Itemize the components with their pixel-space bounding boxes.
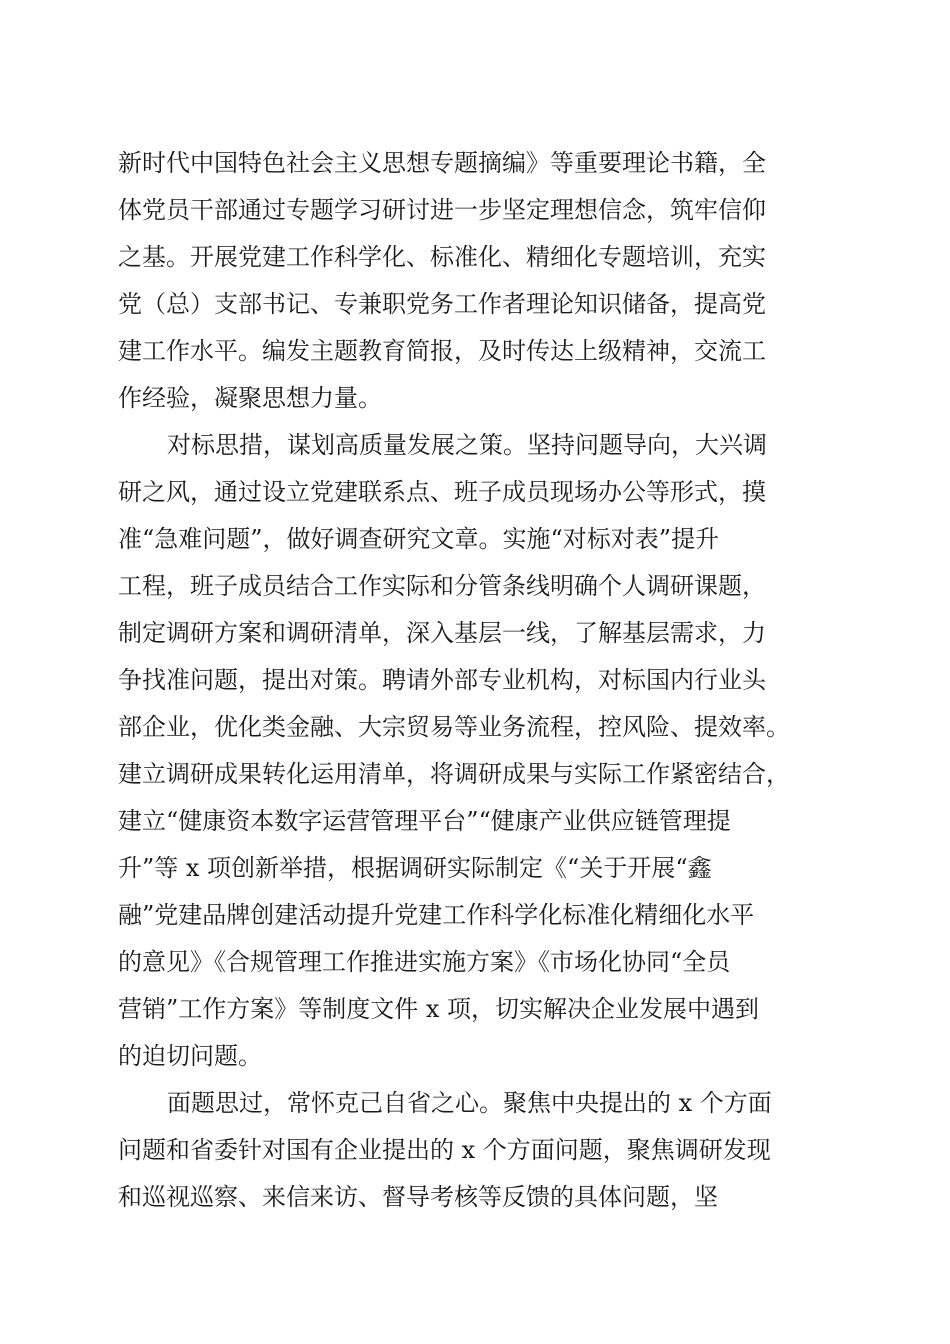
text-line: 的意见》《合规管理工作推进实施方案》《市场化协同“全员 — [118, 948, 731, 976]
text-line: 和巡视巡察、来信来访、督导考核等反馈的具体问题，坚 — [118, 1183, 718, 1211]
paragraph-first-line: 对标思措，谋划高质量发展之策。坚持问题导向，大兴调 — [167, 431, 767, 459]
text-line: 之基。开展党建工作科学化、标准化、精细化专题培训，充实 — [118, 243, 766, 271]
text-line: 建工作水平。编发主题教育简报，及时传达上级精神，交流工 — [118, 337, 766, 365]
paragraph-first-line: 面题思过，常怀克己自省之心。聚焦中央提出的 x 个方面 — [167, 1089, 772, 1117]
text-line: 工程，班子成员结合工作实际和分管条线明确个人调研课题， — [118, 572, 766, 600]
text-line: 新时代中国特色社会主义思想专题摘编》等重要理论书籍，全 — [118, 149, 766, 177]
text-line: 争找准问题，提出对策。聘请外部专业机构，对标国内行业头 — [118, 666, 766, 694]
text-line: 建立“健康资本数字运营管理平台”“健康产业供应链管理提 — [118, 807, 731, 835]
text-line: 制定调研方案和调研清单，深入基层一线，了解基层需求，力 — [118, 619, 766, 647]
text-line: 准“急难问题”，做好调查研究文章。实施“对标对表”提升 — [118, 525, 720, 553]
text-line: 问题和省委针对国有企业提出的 x 个方面问题，聚焦调研发现 — [118, 1136, 771, 1164]
text-line: 体党员干部通过专题学习研讨进一步坚定理想信念，筑牢信仰 — [118, 196, 766, 224]
text-line: 建立调研成果转化运用清单，将调研成果与实际工作紧密结合， — [118, 760, 790, 788]
text-line: 作经验，凝聚思想力量。 — [118, 384, 382, 412]
text-line: 党（总）支部书记、专兼职党务工作者理论知识储备，提高党 — [118, 290, 766, 318]
text-line: 升”等 x 项创新举措，根据调研实际制定《“关于开展“鑫 — [118, 854, 712, 882]
text-line: 研之风，通过设立党建联系点、班子成员现场办公等形式，摸 — [118, 478, 766, 506]
text-line: 的迫切问题。 — [118, 1042, 262, 1070]
text-line: 部企业，优化类金融、大宗贸易等业务流程，控风险、提效率。 — [118, 713, 790, 741]
text-line: 营销”工作方案》等制度文件 x 项，切实解决企业发展中遇到 — [118, 995, 760, 1023]
text-line: 融”党建品牌创建活动提升党建工作科学化标准化精细化水平 — [118, 901, 755, 929]
